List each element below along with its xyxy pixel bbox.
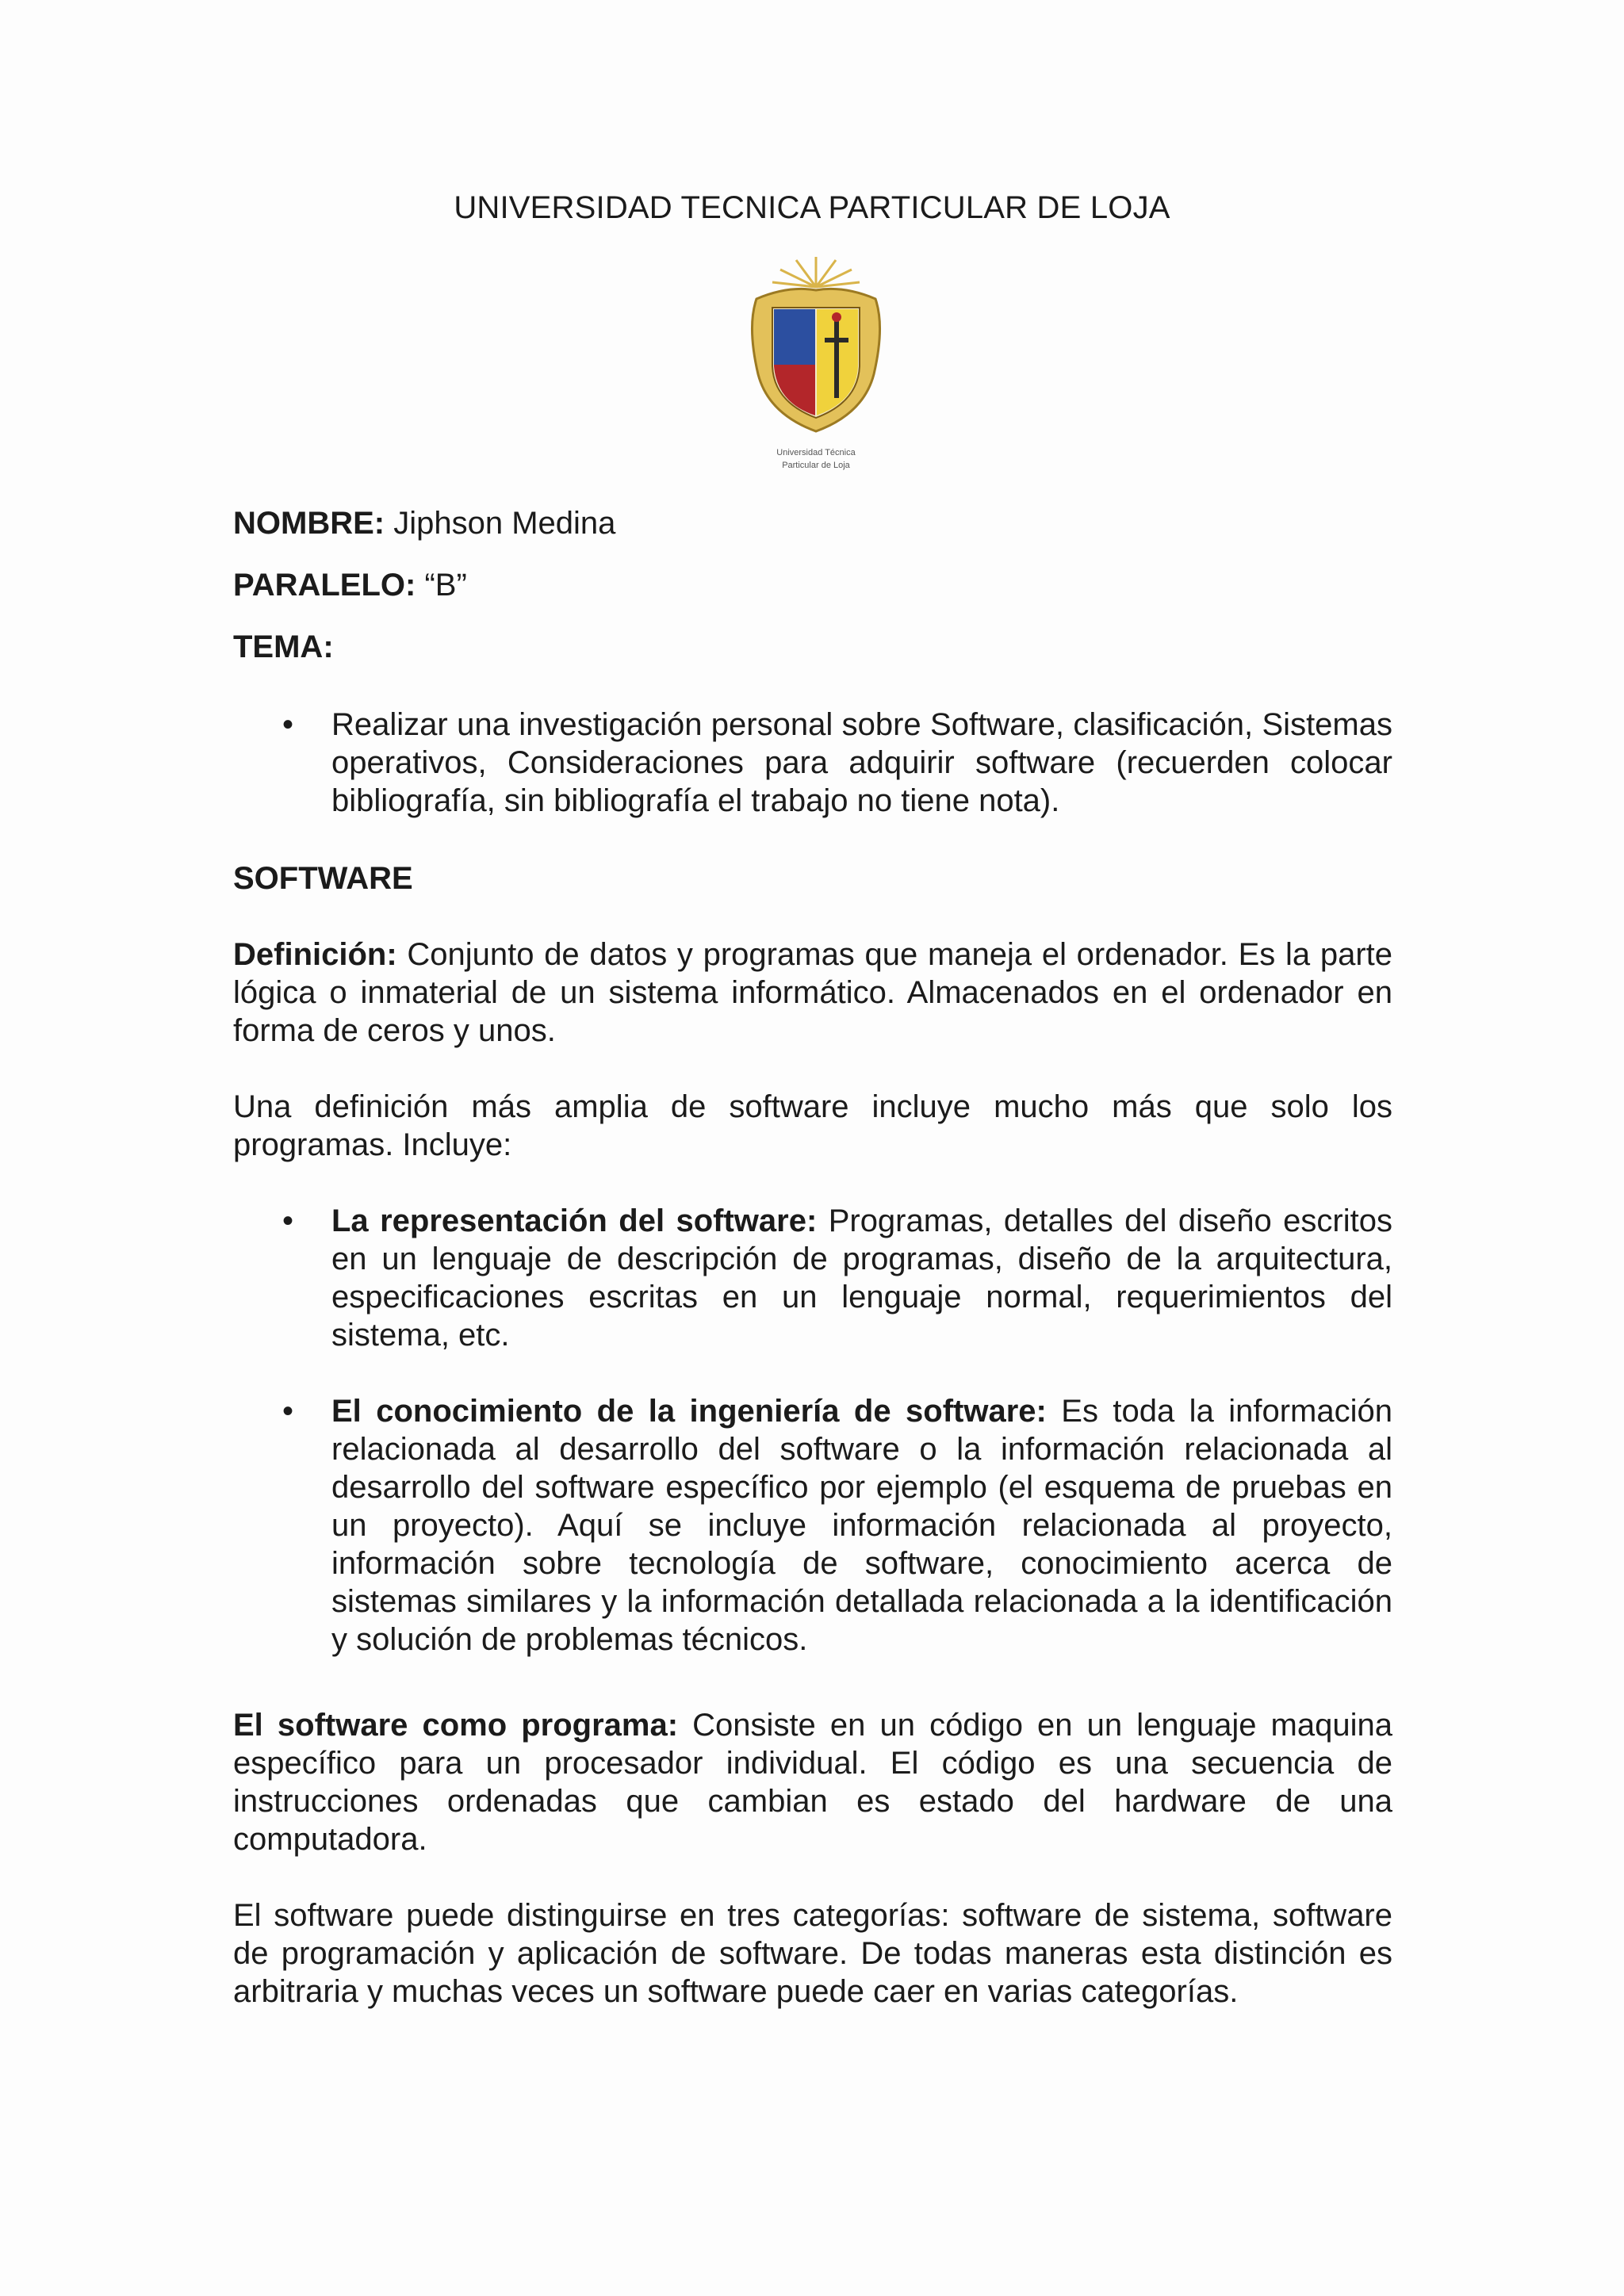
- list-item-text: Es toda la información relacionada al desarrollo del software o la información relacionada al desarrollo del software específico por ejemplo (el esquema de pruebas en un proyecto). Aquí se incluye información relacionada al proyecto, información sobre tecnología de software, conocimiento acerca de sistemas similares y la información detallada relacionada a la identificación y solución de problemas técnicos.: [331, 1394, 1393, 1657]
- programa-paragraph: [233, 1706, 1392, 1858]
- software-items-list: [233, 1202, 1392, 1659]
- logo-caption-line2: Particular de Loja: [782, 461, 850, 470]
- definicion-text: Conjunto de datos y programas que maneja el ordenador. Es la parte lógica o inmaterial de un sistema informático. Almacenados en el ordenador en forma de ceros y unos.: [233, 937, 1392, 1048]
- list-item: [233, 1392, 1392, 1659]
- categorias-paragraph: El software puede distinguirse en tres categorías: software de sistema, software de programación y aplicación de software. De todas maneras esta distinción es arbitraria y muchas veces un software puede caer en varias categorías.: [233, 1898, 1392, 2009]
- paralelo-label: PARALELO:: [233, 568, 416, 603]
- list-item-text: Programas, detalles del diseño escritos en un lenguaje de descripción de programas, diseño de la arquitectura, especificaciones escritas en un lenguaje normal, requerimientos del sistema, etc.: [331, 1203, 1392, 1353]
- university-title: UNIVERSIDAD TECNICA PARTICULAR DE LOJA: [454, 190, 1170, 225]
- paralelo-field: [233, 566, 1392, 604]
- university-crest-logo: [741, 255, 891, 477]
- logo-caption-line1: Universidad Técnica: [776, 448, 856, 457]
- list-item: [233, 1202, 1392, 1354]
- tema-field: [233, 628, 1392, 666]
- nombre-label: NOMBRE:: [233, 506, 385, 541]
- list-item-label: El conocimiento de la ingeniería de software:: [331, 1394, 1047, 1429]
- software-heading: SOFTWARE: [233, 861, 413, 896]
- nombre-value: Jiphson Medina: [393, 506, 616, 541]
- paralelo-value: “B”: [424, 568, 467, 603]
- list-item-label: La representación del software:: [331, 1203, 818, 1238]
- programa-label: El software como programa:: [233, 1708, 679, 1743]
- programa-text: Consiste en un código en un lenguaje maquina específico para un procesador individual. El código es una secuencia de instrucciones ordenadas que cambian es estado del hardware de una computadora.: [233, 1708, 1392, 1857]
- list-item: • Realizar una investigación personal sobre Software, clasificación, Sistemas operativos, Consideraciones para adquirir software (recuerden colocar bibliografía, sin bibliografía el trabajo no tiene nota).: [233, 706, 1392, 820]
- tema-list: [233, 706, 1392, 820]
- definicion-paragraph: [233, 936, 1392, 1050]
- amplia-paragraph: Una definición más amplia de software incluye mucho más que solo los programas. Incluye:: [233, 1089, 1392, 1162]
- tema-label: TEMA:: [233, 629, 334, 664]
- nombre-field: [233, 504, 1392, 542]
- definicion-label: Definición:: [233, 937, 397, 972]
- document-body: [233, 504, 1392, 2011]
